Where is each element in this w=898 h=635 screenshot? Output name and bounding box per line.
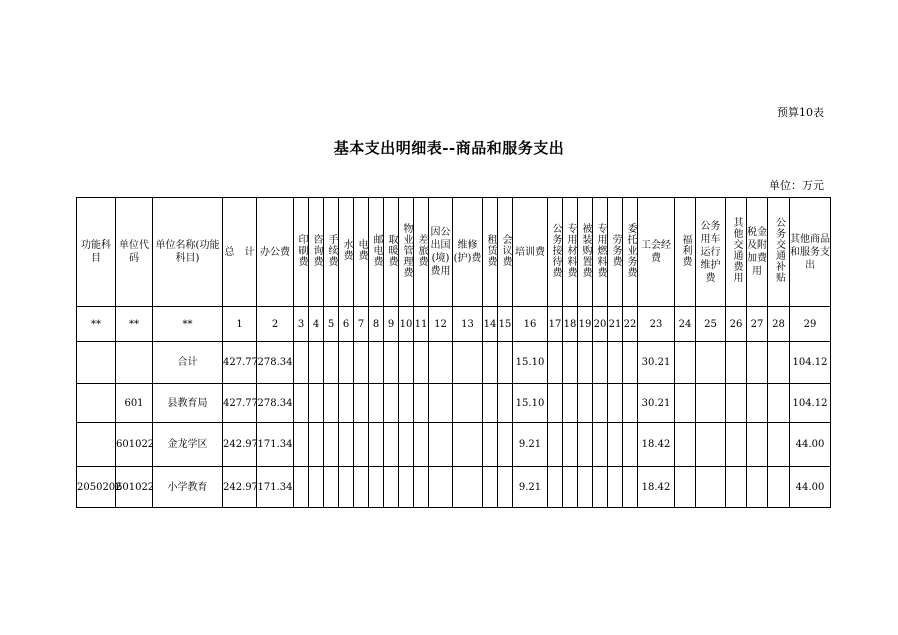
empty-cell (563, 423, 578, 467)
col-header: 公务交通补贴 (768, 198, 790, 307)
header-row (77, 198, 831, 307)
empty-cell (498, 423, 513, 467)
col-header: 邮电费 (369, 198, 384, 307)
empty-cell (339, 384, 354, 423)
empty-cell (747, 467, 768, 508)
col-header: 因公出国(境)费用 (429, 198, 453, 307)
col-header: 福利费 (675, 198, 696, 307)
empty-cell (369, 384, 384, 423)
index-cell: 19 (578, 307, 593, 342)
empty-cell (483, 467, 498, 508)
index-cell: 22 (623, 307, 638, 342)
empty-cell (429, 384, 453, 423)
index-cell: 11 (414, 307, 429, 342)
budget-table-number: 预算10表 (777, 106, 824, 119)
index-cell: 21 (608, 307, 623, 342)
col-header: 取暖费 (384, 198, 399, 307)
col-header: 单位名称(功能科目) (153, 198, 223, 307)
union-fee-cell: 30.21 (638, 342, 675, 384)
col-header: 功能科目 (77, 198, 116, 307)
empty-cell (623, 384, 638, 423)
index-row (77, 307, 831, 342)
office-fee-cell: 278.34 (257, 342, 294, 384)
empty-cell (498, 384, 513, 423)
empty-cell (675, 342, 696, 384)
empty-cell (578, 467, 593, 508)
empty-cell (675, 467, 696, 508)
index-cell: 10 (399, 307, 414, 342)
unit-name-cell: 合计 (153, 342, 223, 384)
empty-cell (593, 423, 608, 467)
col-header: 单位代码 (116, 198, 153, 307)
empty-cell (726, 384, 747, 423)
index-cell: 4 (309, 307, 324, 342)
empty-cell (593, 342, 608, 384)
col-header: 总 计 (223, 198, 257, 307)
col-header: 水费 (339, 198, 354, 307)
empty-cell (294, 423, 309, 467)
empty-cell (578, 384, 593, 423)
empty-cell (384, 467, 399, 508)
col-header: 专用燃料费 (593, 198, 608, 307)
empty-cell (726, 342, 747, 384)
empty-cell (399, 342, 414, 384)
empty-cell (726, 423, 747, 467)
empty-cell (429, 342, 453, 384)
empty-cell (548, 467, 563, 508)
expenditure-table (76, 197, 831, 508)
empty-cell (453, 423, 483, 467)
col-header: 公务接待费 (548, 198, 563, 307)
empty-cell (399, 384, 414, 423)
index-cell: 5 (324, 307, 339, 342)
empty-cell (414, 342, 429, 384)
col-header: 公务用车运行维护费 (696, 198, 726, 307)
total-cell: 242.97 (223, 467, 257, 508)
union-fee-cell: 18.42 (638, 423, 675, 467)
empty-cell (309, 384, 324, 423)
empty-cell (414, 384, 429, 423)
unit-name-cell: 县教育局 (153, 384, 223, 423)
col-header: 培训费 (513, 198, 548, 307)
empty-cell (384, 384, 399, 423)
office-fee-cell: 171.34 (257, 467, 294, 508)
empty-cell (429, 423, 453, 467)
empty-cell (608, 423, 623, 467)
empty-cell (578, 423, 593, 467)
empty-cell (453, 384, 483, 423)
empty-cell (768, 423, 790, 467)
other-expense-cell: 104.12 (790, 384, 831, 423)
empty-cell (354, 342, 369, 384)
table-row (77, 342, 831, 384)
empty-cell (747, 342, 768, 384)
empty-cell (747, 384, 768, 423)
empty-cell (563, 384, 578, 423)
col-header: 其他商品和服务支出 (790, 198, 831, 307)
empty-cell (354, 384, 369, 423)
index-cell: 28 (768, 307, 790, 342)
empty-cell (324, 384, 339, 423)
empty-cell (483, 384, 498, 423)
index-cell: 20 (593, 307, 608, 342)
empty-cell (696, 423, 726, 467)
empty-cell (498, 467, 513, 508)
empty-cell (414, 423, 429, 467)
empty-cell (369, 423, 384, 467)
empty-cell (696, 467, 726, 508)
col-header: 维修(护)费 (453, 198, 483, 307)
col-header: 差旅费 (414, 198, 429, 307)
col-header: 会议费 (498, 198, 513, 307)
empty-cell (339, 342, 354, 384)
col-header: 印刷费 (294, 198, 309, 307)
unit-label: 单位：万元 (769, 179, 824, 192)
empty-cell (696, 384, 726, 423)
index-cell: 25 (696, 307, 726, 342)
index-cell: 23 (638, 307, 675, 342)
training-fee-cell: 15.10 (513, 342, 548, 384)
office-fee-cell: 171.34 (257, 423, 294, 467)
index-cell: 9 (384, 307, 399, 342)
unit-code-cell: 601022 (116, 467, 153, 508)
empty-cell (747, 423, 768, 467)
empty-cell (324, 423, 339, 467)
empty-cell (548, 384, 563, 423)
col-header: 委托业务费 (623, 198, 638, 307)
col-header: 租赁费 (483, 198, 498, 307)
index-cell: 6 (339, 307, 354, 342)
col-header: 被装购置费 (578, 198, 593, 307)
col-header: 专用材料费 (563, 198, 578, 307)
empty-cell (483, 342, 498, 384)
empty-cell (429, 467, 453, 508)
training-fee-cell: 15.10 (513, 384, 548, 423)
unit-code-cell: 601 (116, 384, 153, 423)
index-cell: 29 (790, 307, 831, 342)
col-header: 其他交通费用 (726, 198, 747, 307)
empty-cell (339, 467, 354, 508)
empty-cell (768, 342, 790, 384)
empty-cell (384, 342, 399, 384)
index-cell: 12 (429, 307, 453, 342)
empty-cell (309, 423, 324, 467)
total-cell: 242.97 (223, 423, 257, 467)
empty-cell (696, 342, 726, 384)
empty-cell (384, 423, 399, 467)
page-title: 基本支出明细表--商品和服务支出 (333, 139, 565, 157)
empty-cell (623, 342, 638, 384)
empty-cell (483, 423, 498, 467)
empty-cell (414, 467, 429, 508)
index-cell: 18 (563, 307, 578, 342)
training-fee-cell: 9.21 (513, 467, 548, 508)
col-header: 物业管理费 (399, 198, 414, 307)
union-fee-cell: 30.21 (638, 384, 675, 423)
empty-cell (593, 467, 608, 508)
unit-name-cell: 金龙学区 (153, 423, 223, 467)
empty-cell (498, 342, 513, 384)
empty-cell (726, 467, 747, 508)
empty-cell (453, 467, 483, 508)
index-cell: ** (77, 307, 116, 342)
table-row (77, 384, 831, 423)
other-expense-cell: 104.12 (790, 342, 831, 384)
empty-cell (608, 467, 623, 508)
empty-cell (339, 423, 354, 467)
index-cell: ** (153, 307, 223, 342)
index-cell: 14 (483, 307, 498, 342)
other-expense-cell: 44.00 (790, 423, 831, 467)
empty-cell (623, 423, 638, 467)
empty-cell (563, 342, 578, 384)
empty-cell (369, 342, 384, 384)
index-cell: 3 (294, 307, 309, 342)
index-cell: 15 (498, 307, 513, 342)
unit-name-cell: 小学教育 (153, 467, 223, 508)
empty-cell (593, 384, 608, 423)
empty-cell (399, 423, 414, 467)
office-fee-cell: 278.34 (257, 384, 294, 423)
empty-cell (548, 423, 563, 467)
col-header: 劳务费 (608, 198, 623, 307)
col-header: 税金及附加费用 (747, 198, 768, 307)
empty-cell (563, 467, 578, 508)
func-subject-cell (77, 384, 116, 423)
func-subject-cell (77, 342, 116, 384)
index-cell: ** (116, 307, 153, 342)
empty-cell (294, 384, 309, 423)
empty-cell (608, 342, 623, 384)
empty-cell (675, 423, 696, 467)
index-cell: 13 (453, 307, 483, 342)
empty-cell (399, 467, 414, 508)
index-cell: 17 (548, 307, 563, 342)
empty-cell (608, 384, 623, 423)
col-header: 电费 (354, 198, 369, 307)
index-cell: 2 (257, 307, 294, 342)
col-header: 咨询费 (309, 198, 324, 307)
empty-cell (369, 467, 384, 508)
total-cell: 427.77 (223, 342, 257, 384)
func-subject-cell: 2050202 (77, 467, 116, 508)
unit-code-cell (116, 342, 153, 384)
empty-cell (768, 384, 790, 423)
col-header: 手续费 (324, 198, 339, 307)
other-expense-cell: 44.00 (790, 467, 831, 508)
empty-cell (294, 342, 309, 384)
table-row (77, 467, 831, 508)
empty-cell (453, 342, 483, 384)
index-cell: 8 (369, 307, 384, 342)
index-cell: 26 (726, 307, 747, 342)
empty-cell (324, 467, 339, 508)
index-cell: 16 (513, 307, 548, 342)
training-fee-cell: 9.21 (513, 423, 548, 467)
empty-cell (768, 467, 790, 508)
empty-cell (294, 467, 309, 508)
empty-cell (354, 423, 369, 467)
index-cell: 27 (747, 307, 768, 342)
total-cell: 427.77 (223, 384, 257, 423)
index-cell: 24 (675, 307, 696, 342)
union-fee-cell: 18.42 (638, 467, 675, 508)
empty-cell (548, 342, 563, 384)
index-cell: 7 (354, 307, 369, 342)
func-subject-cell (77, 423, 116, 467)
empty-cell (354, 467, 369, 508)
col-header: 办公费 (257, 198, 294, 307)
table-row (77, 423, 831, 467)
index-cell: 1 (223, 307, 257, 342)
empty-cell (675, 384, 696, 423)
unit-code-cell: 601022 (116, 423, 153, 467)
empty-cell (578, 342, 593, 384)
col-header: 工会经费 (638, 198, 675, 307)
empty-cell (324, 342, 339, 384)
empty-cell (309, 342, 324, 384)
empty-cell (623, 467, 638, 508)
empty-cell (309, 467, 324, 508)
